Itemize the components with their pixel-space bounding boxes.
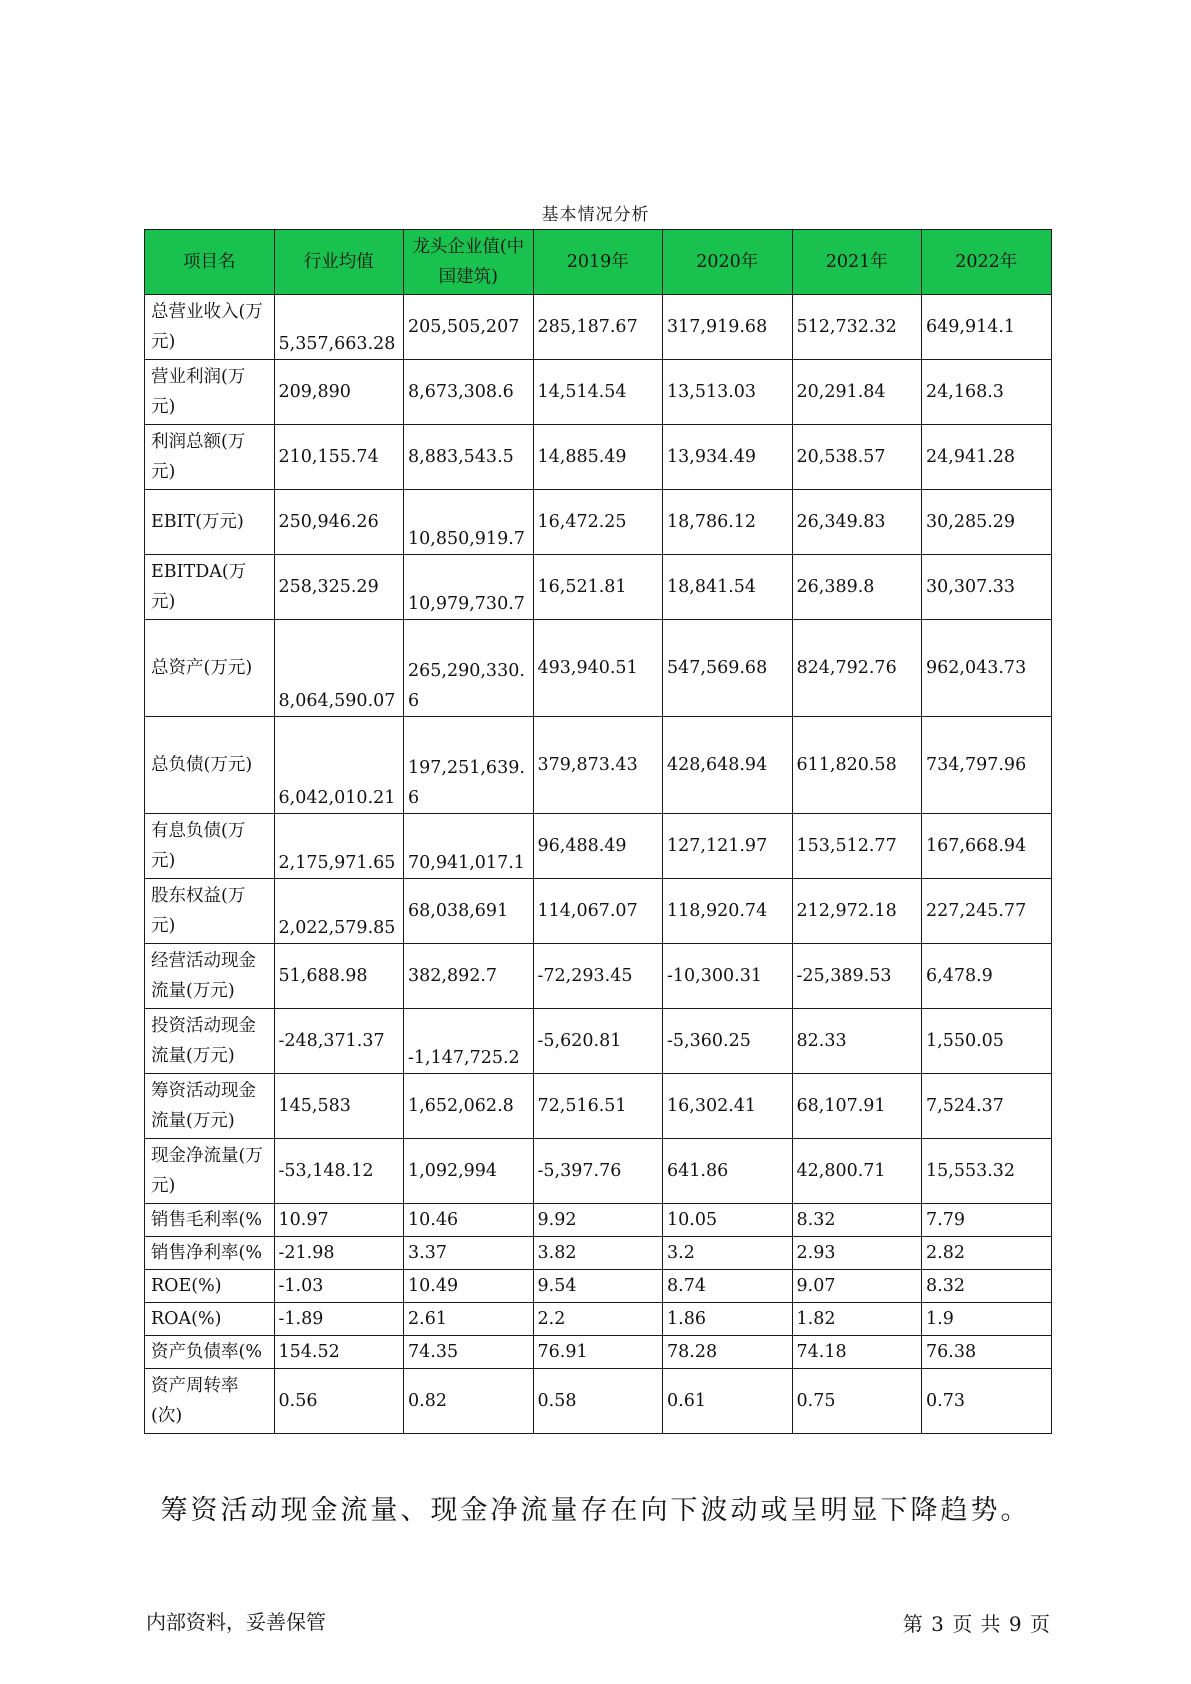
table-cell: 2.82 bbox=[922, 1237, 1052, 1270]
table-cell: 24,168.3 bbox=[922, 360, 1052, 425]
table-cell: 2.2 bbox=[533, 1303, 663, 1336]
table-cell: -248,371.37 bbox=[274, 1009, 404, 1074]
table-cell: 197,251,639.6 bbox=[404, 717, 534, 814]
row-label: 总负债(万元) bbox=[145, 717, 275, 814]
table-cell: 14,885.49 bbox=[533, 425, 663, 490]
table-cell: 2,175,971.65 bbox=[274, 814, 404, 879]
table-cell: 15,553.32 bbox=[922, 1139, 1052, 1204]
table-cell: 0.61 bbox=[663, 1369, 793, 1434]
table-cell: 154.52 bbox=[274, 1336, 404, 1369]
header-leader-value: 龙头企业值(中国建筑) bbox=[404, 230, 534, 295]
row-label: 现金净流量(万元) bbox=[145, 1139, 275, 1204]
table-row bbox=[145, 490, 1052, 555]
table-row bbox=[145, 555, 1052, 620]
table-row bbox=[145, 814, 1052, 879]
table-cell: 8,883,543.5 bbox=[404, 425, 534, 490]
row-label: 资产周转率(次) bbox=[145, 1369, 275, 1434]
table-cell: 285,187.67 bbox=[533, 295, 663, 360]
table-cell: 72,516.51 bbox=[533, 1074, 663, 1139]
table-cell: 76.91 bbox=[533, 1336, 663, 1369]
table-cell: 10.49 bbox=[404, 1270, 534, 1303]
table-cell: 258,325.29 bbox=[274, 555, 404, 620]
table-row bbox=[145, 1139, 1052, 1204]
table-cell: -1.89 bbox=[274, 1303, 404, 1336]
table-cell: 96,488.49 bbox=[533, 814, 663, 879]
row-label: EBITDA(万元) bbox=[145, 555, 275, 620]
table-cell: 2.61 bbox=[404, 1303, 534, 1336]
table-header-row bbox=[145, 230, 1052, 295]
row-label: ROA(%) bbox=[145, 1303, 275, 1336]
row-label: ROE(%) bbox=[145, 1270, 275, 1303]
table-cell: 824,792.76 bbox=[792, 620, 922, 717]
row-label: 总营业收入(万元) bbox=[145, 295, 275, 360]
table-cell: 1,092,994 bbox=[404, 1139, 534, 1204]
table-row bbox=[145, 360, 1052, 425]
table-cell: 428,648.94 bbox=[663, 717, 793, 814]
row-label: 经营活动现金流量(万元) bbox=[145, 944, 275, 1009]
table-cell: 379,873.43 bbox=[533, 717, 663, 814]
table-cell: 74.35 bbox=[404, 1336, 534, 1369]
table-cell: 6,042,010.21 bbox=[274, 717, 404, 814]
table-cell: -21.98 bbox=[274, 1237, 404, 1270]
row-label: 销售毛利率(% bbox=[145, 1204, 275, 1237]
table-cell: 5,357,663.28 bbox=[274, 295, 404, 360]
table-cell: 82.33 bbox=[792, 1009, 922, 1074]
table-row bbox=[145, 1009, 1052, 1074]
row-label: 利润总额(万元) bbox=[145, 425, 275, 490]
row-label: 总资产(万元) bbox=[145, 620, 275, 717]
table-cell: 51,688.98 bbox=[274, 944, 404, 1009]
table-row bbox=[145, 1074, 1052, 1139]
table-cell: 3.82 bbox=[533, 1237, 663, 1270]
table-row bbox=[145, 1270, 1052, 1303]
table-cell: 20,291.84 bbox=[792, 360, 922, 425]
table-row bbox=[145, 1369, 1052, 1434]
table-cell: 250,946.26 bbox=[274, 490, 404, 555]
table-cell: 265,290,330.6 bbox=[404, 620, 534, 717]
table-cell: 1.82 bbox=[792, 1303, 922, 1336]
table-cell: 153,512.77 bbox=[792, 814, 922, 879]
table-cell: 145,583 bbox=[274, 1074, 404, 1139]
table-cell: 547,569.68 bbox=[663, 620, 793, 717]
table-cell: 8.74 bbox=[663, 1270, 793, 1303]
table-cell: 10,850,919.7 bbox=[404, 490, 534, 555]
table-cell: 10.97 bbox=[274, 1204, 404, 1237]
table-cell: 8.32 bbox=[792, 1204, 922, 1237]
row-label: 销售净利率(% bbox=[145, 1237, 275, 1270]
table-cell: 26,389.8 bbox=[792, 555, 922, 620]
header-industry-avg: 行业均值 bbox=[274, 230, 404, 295]
table-row bbox=[145, 1303, 1052, 1336]
table-cell: -53,148.12 bbox=[274, 1139, 404, 1204]
table-cell: 382,892.7 bbox=[404, 944, 534, 1009]
table-cell: -1.03 bbox=[274, 1270, 404, 1303]
row-label: 筹资活动现金流量(万元) bbox=[145, 1074, 275, 1139]
table-cell: 641.86 bbox=[663, 1139, 793, 1204]
footer-page-number: 第 3 页 共 9 页 bbox=[902, 1612, 1051, 1636]
table-cell: -72,293.45 bbox=[533, 944, 663, 1009]
table-cell: 16,302.41 bbox=[663, 1074, 793, 1139]
table-cell: 0.58 bbox=[533, 1369, 663, 1434]
row-label: 资产负债率(% bbox=[145, 1336, 275, 1369]
summary-text: 筹资活动现金流量、现金净流量存在向下波动或呈明显下降趋势。 bbox=[160, 1495, 1031, 1526]
table-row bbox=[145, 717, 1052, 814]
header-2022: 2022年 bbox=[922, 230, 1052, 295]
footer-confidential: 内部资料，妥善保管 bbox=[146, 1610, 326, 1634]
table-row bbox=[145, 620, 1052, 717]
table-cell: 16,472.25 bbox=[533, 490, 663, 555]
table-cell: 30,307.33 bbox=[922, 555, 1052, 620]
row-label: 有息负债(万元) bbox=[145, 814, 275, 879]
table-cell: 14,514.54 bbox=[533, 360, 663, 425]
table-cell: 210,155.74 bbox=[274, 425, 404, 490]
table-cell: 18,786.12 bbox=[663, 490, 793, 555]
table-cell: 227,245.77 bbox=[922, 879, 1052, 944]
table-caption: 基本情况分析 bbox=[541, 205, 650, 225]
row-label: 营业利润(万元) bbox=[145, 360, 275, 425]
row-label: 投资活动现金流量(万元) bbox=[145, 1009, 275, 1074]
table-cell: 212,972.18 bbox=[792, 879, 922, 944]
table-row bbox=[145, 425, 1052, 490]
table-cell: 24,941.28 bbox=[922, 425, 1052, 490]
table-row bbox=[145, 944, 1052, 1009]
table-cell: 9.07 bbox=[792, 1270, 922, 1303]
table-cell: 9.92 bbox=[533, 1204, 663, 1237]
table-cell: 16,521.81 bbox=[533, 555, 663, 620]
table-cell: -5,620.81 bbox=[533, 1009, 663, 1074]
table-row bbox=[145, 879, 1052, 944]
table-cell: 26,349.83 bbox=[792, 490, 922, 555]
table-cell: 1.86 bbox=[663, 1303, 793, 1336]
table-cell: 10,979,730.7 bbox=[404, 555, 534, 620]
table-cell: 209,890 bbox=[274, 360, 404, 425]
table-cell: 6,478.9 bbox=[922, 944, 1052, 1009]
table-cell: 18,841.54 bbox=[663, 555, 793, 620]
table-cell: 205,505,207 bbox=[404, 295, 534, 360]
table-cell: 10.46 bbox=[404, 1204, 534, 1237]
table-cell: 68,107.91 bbox=[792, 1074, 922, 1139]
table-cell: 7,524.37 bbox=[922, 1074, 1052, 1139]
table-cell: 317,919.68 bbox=[663, 295, 793, 360]
table-cell: 0.56 bbox=[274, 1369, 404, 1434]
table-cell: 0.73 bbox=[922, 1369, 1052, 1434]
financial-table bbox=[144, 229, 1052, 1434]
header-2020: 2020年 bbox=[663, 230, 793, 295]
table-cell: 1,550.05 bbox=[922, 1009, 1052, 1074]
table-cell: 7.79 bbox=[922, 1204, 1052, 1237]
table-cell: 13,934.49 bbox=[663, 425, 793, 490]
table-cell: 118,920.74 bbox=[663, 879, 793, 944]
table-row bbox=[145, 1336, 1052, 1369]
header-item-name: 项目名 bbox=[145, 230, 275, 295]
table-cell: 114,067.07 bbox=[533, 879, 663, 944]
table-cell: 3.2 bbox=[663, 1237, 793, 1270]
row-label: EBIT(万元) bbox=[145, 490, 275, 555]
table-cell: 20,538.57 bbox=[792, 425, 922, 490]
table-cell: 649,914.1 bbox=[922, 295, 1052, 360]
table-cell: 30,285.29 bbox=[922, 490, 1052, 555]
table-cell: 3.37 bbox=[404, 1237, 534, 1270]
table-row bbox=[145, 1237, 1052, 1270]
table-cell: 42,800.71 bbox=[792, 1139, 922, 1204]
table-row bbox=[145, 1204, 1052, 1237]
table-cell: 70,941,017.1 bbox=[404, 814, 534, 879]
table-cell: 167,668.94 bbox=[922, 814, 1052, 879]
table-cell: 962,043.73 bbox=[922, 620, 1052, 717]
table-cell: -5,397.76 bbox=[533, 1139, 663, 1204]
table-cell: -5,360.25 bbox=[663, 1009, 793, 1074]
table-row bbox=[145, 295, 1052, 360]
table-cell: 1,652,062.8 bbox=[404, 1074, 534, 1139]
table-cell: 68,038,691 bbox=[404, 879, 534, 944]
header-2019: 2019年 bbox=[533, 230, 663, 295]
table-cell: 2,022,579.85 bbox=[274, 879, 404, 944]
header-2021: 2021年 bbox=[792, 230, 922, 295]
table-cell: 8,673,308.6 bbox=[404, 360, 534, 425]
table-cell: 2.93 bbox=[792, 1237, 922, 1270]
table-cell: 493,940.51 bbox=[533, 620, 663, 717]
table-cell: 74.18 bbox=[792, 1336, 922, 1369]
table-cell: -10,300.31 bbox=[663, 944, 793, 1009]
table-cell: 127,121.97 bbox=[663, 814, 793, 879]
table-cell: 76.38 bbox=[922, 1336, 1052, 1369]
table-cell: 611,820.58 bbox=[792, 717, 922, 814]
table-cell: 1.9 bbox=[922, 1303, 1052, 1336]
table-cell: -1,147,725.2 bbox=[404, 1009, 534, 1074]
table-cell: 10.05 bbox=[663, 1204, 793, 1237]
table-cell: 13,513.03 bbox=[663, 360, 793, 425]
table-cell: 734,797.96 bbox=[922, 717, 1052, 814]
row-label: 股东权益(万元) bbox=[145, 879, 275, 944]
table-cell: 8,064,590.07 bbox=[274, 620, 404, 717]
table-cell: 8.32 bbox=[922, 1270, 1052, 1303]
table-cell: 0.82 bbox=[404, 1369, 534, 1434]
table-cell: 0.75 bbox=[792, 1369, 922, 1434]
table-cell: -25,389.53 bbox=[792, 944, 922, 1009]
table-cell: 9.54 bbox=[533, 1270, 663, 1303]
table-cell: 78.28 bbox=[663, 1336, 793, 1369]
table-cell: 512,732.32 bbox=[792, 295, 922, 360]
